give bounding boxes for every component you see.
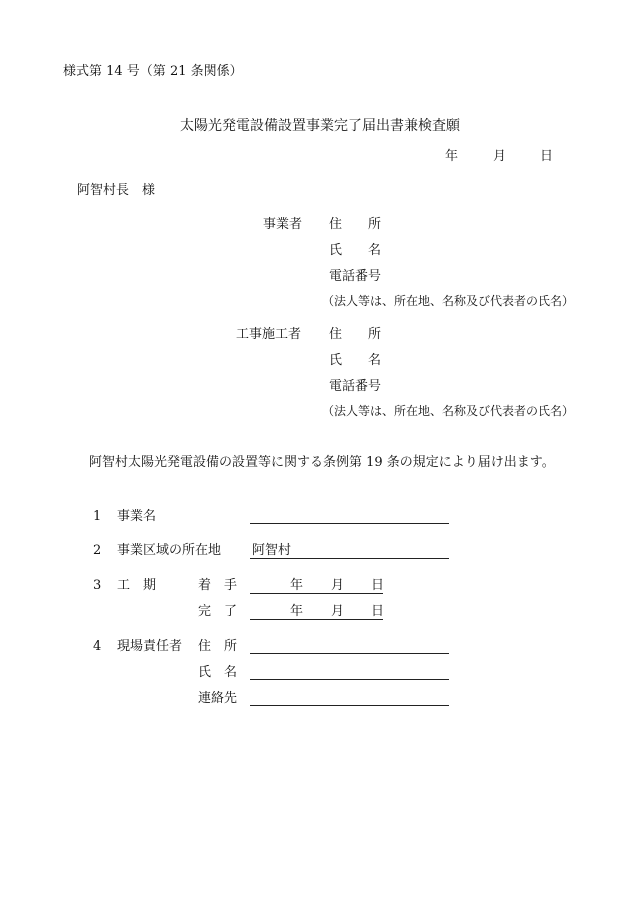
operator-note: （法人等は、所在地、名称及び代表者の氏名）: [322, 294, 575, 308]
item3-start-underline[interactable]: [250, 593, 383, 594]
item3-number: 3: [93, 578, 102, 593]
contractor-note: （法人等は、所在地、名称及び代表者の氏名）: [322, 404, 575, 418]
contractor-address-label: 住 所: [329, 327, 382, 342]
item3-end-day: 日: [371, 604, 385, 619]
item4-address-label: 住 所: [198, 639, 238, 654]
item3-start-month: 月: [331, 578, 345, 593]
item2-value: 阿智村: [252, 543, 292, 558]
date-month-label: 月: [493, 149, 507, 164]
item2-underline[interactable]: [250, 558, 449, 559]
item3-start-year: 年: [290, 578, 304, 593]
contractor-name-label: 氏 名: [329, 353, 382, 368]
date-year-label: 年: [445, 149, 459, 164]
item1-underline[interactable]: [250, 523, 449, 524]
item4-contact-label: 連絡先: [198, 691, 238, 706]
operator-label: 事業者: [263, 217, 303, 232]
item2-number: 2: [93, 543, 102, 558]
item3-end-underline[interactable]: [250, 619, 383, 620]
operator-name-label: 氏 名: [329, 243, 382, 258]
item4-contact-underline[interactable]: [250, 705, 449, 706]
item4-name-underline[interactable]: [250, 679, 449, 680]
item4-number: 4: [93, 639, 102, 654]
date-day-label: 日: [540, 149, 554, 164]
item3-end-label: 完 了: [198, 604, 238, 619]
body-text: 阿智村太陽光発電設備の設置等に関する条例第 19 条の規定により届け出ます。: [89, 455, 555, 470]
item3-start-day: 日: [371, 578, 385, 593]
item3-end-month: 月: [331, 604, 345, 619]
operator-address-label: 住 所: [329, 217, 382, 232]
addressee: 阿智村長 様: [77, 183, 156, 198]
item3-start-label: 着 手: [198, 578, 238, 593]
item3-label: 工 期: [117, 578, 157, 593]
item4-name-label: 氏 名: [198, 665, 238, 680]
operator-phone-label: 電話番号: [329, 269, 382, 284]
contractor-label: 工事施工者: [236, 327, 302, 342]
form-number: 様式第 14 号（第 21 条関係）: [63, 64, 243, 79]
item4-address-underline[interactable]: [250, 653, 449, 654]
item2-label: 事業区域の所在地: [117, 543, 222, 558]
item1-label: 事業名: [117, 509, 157, 524]
item3-end-year: 年: [290, 604, 304, 619]
document-title: 太陽光発電設備設置事業完了届出書兼検査願: [180, 118, 460, 134]
contractor-phone-label: 電話番号: [329, 379, 382, 394]
item4-label: 現場責任者: [117, 639, 183, 654]
item1-number: 1: [93, 509, 102, 524]
